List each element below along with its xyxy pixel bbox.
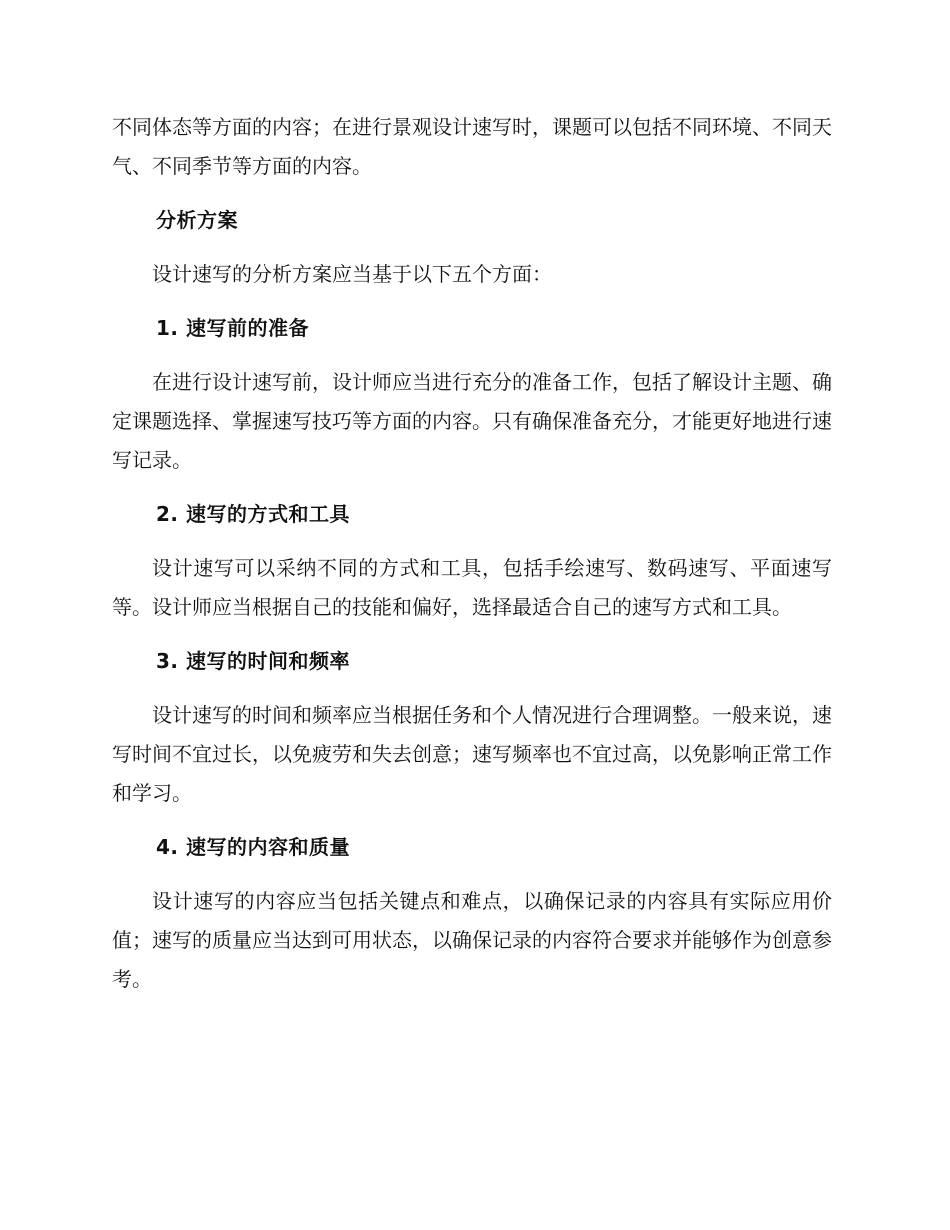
document-page	[112, 108, 832, 1014]
item-body-3: 设计速写的时间和频率应当根据任务和个人情况进行合理调整。一般来说，速写时间不宜过长，以免疲劳和失去创意；速写频率也不宜过高，以免影响正常工作和学习。	[112, 703, 832, 805]
item-heading-1: 1. 速写前的准备	[156, 316, 309, 340]
item-body-2: 设计速写可以采纳不同的方式和工具，包括手绘速写、数码速写、平面速写等。设计师应当根据自己的技能和偏好，选择最适合自己的速写方式和工具。	[112, 556, 832, 619]
item-body-4: 设计速写的内容应当包括关键点和难点，以确保记录的内容具有实际应用价值；速写的质量应当达到可用状态，以确保记录的内容符合要求并能够作为创意参考。	[112, 889, 832, 991]
section-title: 分析方案	[156, 208, 238, 232]
intro-paragraph: 设计速写的分析方案应当基于以下五个方面：	[152, 262, 552, 286]
item-heading-3: 3. 速写的时间和频率	[156, 649, 350, 673]
item-body-1: 在进行设计速写前，设计师应当进行充分的准备工作，包括了解设计主题、确定课题选择、掌握速写技巧等方面的内容。只有确保准备充分，才能更好地进行速写记录。	[112, 370, 832, 472]
continuation-paragraph: 不同体态等方面的内容；在进行景观设计速写时，课题可以包括不同环境、不同天气、不同季节等方面的内容。	[112, 115, 832, 178]
item-heading-4: 4. 速写的内容和质量	[156, 835, 350, 859]
item-heading-2: 2. 速写的方式和工具	[156, 502, 350, 526]
